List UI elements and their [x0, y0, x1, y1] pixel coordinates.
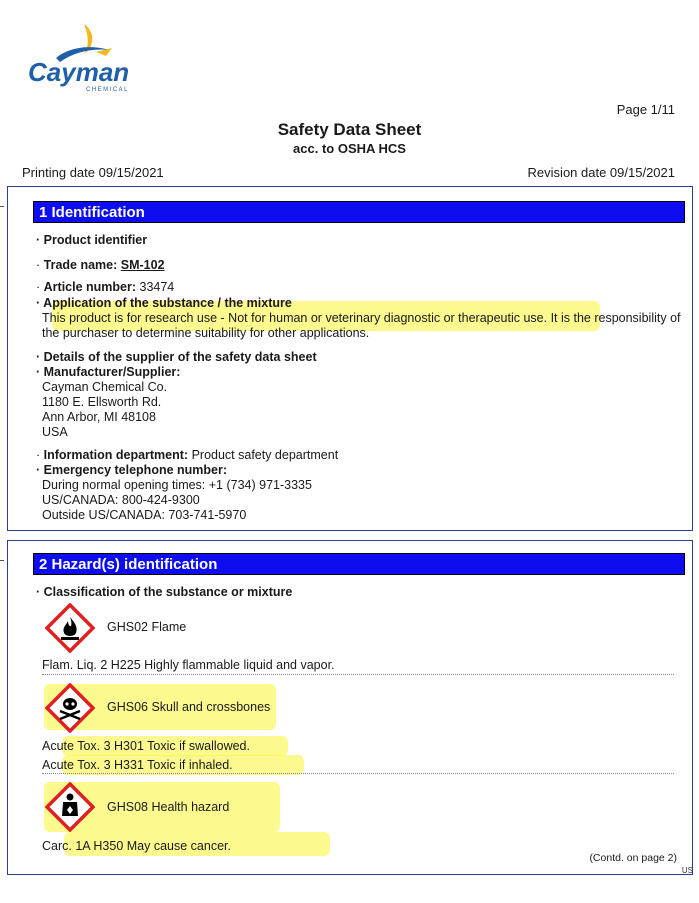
- margin-tick: [0, 206, 4, 207]
- address-line: USA: [42, 425, 68, 439]
- manufacturer-label: · Manufacturer/Supplier:: [36, 365, 181, 379]
- trade-name-line: · Trade name: SM-102: [36, 258, 165, 272]
- supplier-details-label: · Details of the supplier of the safety data sheet: [36, 350, 317, 364]
- emergency-label: · Emergency telephone number:: [36, 463, 228, 477]
- hazard-statement: Acute Tox. 3 H301 Toxic if swallowed.: [42, 739, 250, 753]
- address-line: 1180 E. Ellsworth Rd.: [42, 395, 162, 409]
- info-department-line: · Information department: Product safety department: [36, 448, 339, 462]
- hazard-statement: Carc. 1A H350 May cause cancer.: [42, 839, 231, 853]
- classification-label: · Classification of the substance or mixture: [36, 585, 293, 599]
- pictogram-label: GHS08 Health hazard: [107, 800, 230, 814]
- cayman-logo-mark: [26, 18, 138, 94]
- section-heading: 2 Hazard(s) identification: [33, 553, 685, 575]
- emergency-line: During normal opening times: +1 (734) 971-3335: [42, 478, 312, 492]
- margin-tick: [0, 560, 4, 561]
- hazard-statement: Flam. Liq. 2 H225 Highly flammable liquid and vapor.: [42, 658, 335, 672]
- skull-crossbones-icon: [45, 683, 95, 733]
- revision-date: Revision date 09/15/2021: [527, 165, 675, 180]
- trade-name-value: SM-102: [120, 258, 165, 272]
- cayman-logo: [26, 18, 138, 94]
- page-number: Page 1/11: [616, 102, 675, 117]
- pictogram-label: GHS02 Flame: [107, 620, 187, 634]
- logo-brand-text: Cayman: [28, 57, 130, 87]
- logo-sub-text: CHEMICAL: [86, 87, 130, 93]
- address-line: Ann Arbor, MI 48108: [42, 410, 156, 424]
- pictogram-label: GHS06 Skull and crossbones: [107, 700, 271, 714]
- hazard-statement: Acute Tox. 3 H331 Toxic if inhaled.: [42, 758, 233, 772]
- application-label: · Application of the substance / the mixture: [36, 296, 292, 310]
- document-title: Safety Data Sheet: [277, 120, 422, 139]
- emergency-line: Outside US/CANADA: 703-741-5970: [42, 508, 247, 522]
- printing-date: Printing date 09/15/2021: [22, 165, 164, 180]
- article-number-line: · Article number: 33474: [36, 280, 175, 294]
- country-code: US: [681, 866, 693, 875]
- health-hazard-icon: [45, 782, 95, 832]
- application-text: This product is for research use - Not for human or veterinary diagnostic or therapeutic use. It is the responsibility of the purchaser to determine suitability for other applications.: [42, 311, 681, 340]
- divider: [42, 773, 674, 774]
- section-heading: 1 Identification: [33, 201, 685, 223]
- address-line: Cayman Chemical Co.: [42, 380, 168, 394]
- emergency-line: US/CANADA: 800-424-9300: [42, 493, 200, 507]
- product-identifier-label: · Product identifier: [36, 233, 148, 247]
- document-subtitle: acc. to OSHA HCS: [293, 141, 406, 156]
- flame-icon: [45, 603, 95, 653]
- continued-note: (Contd. on page 2): [589, 852, 677, 864]
- divider: [42, 674, 674, 675]
